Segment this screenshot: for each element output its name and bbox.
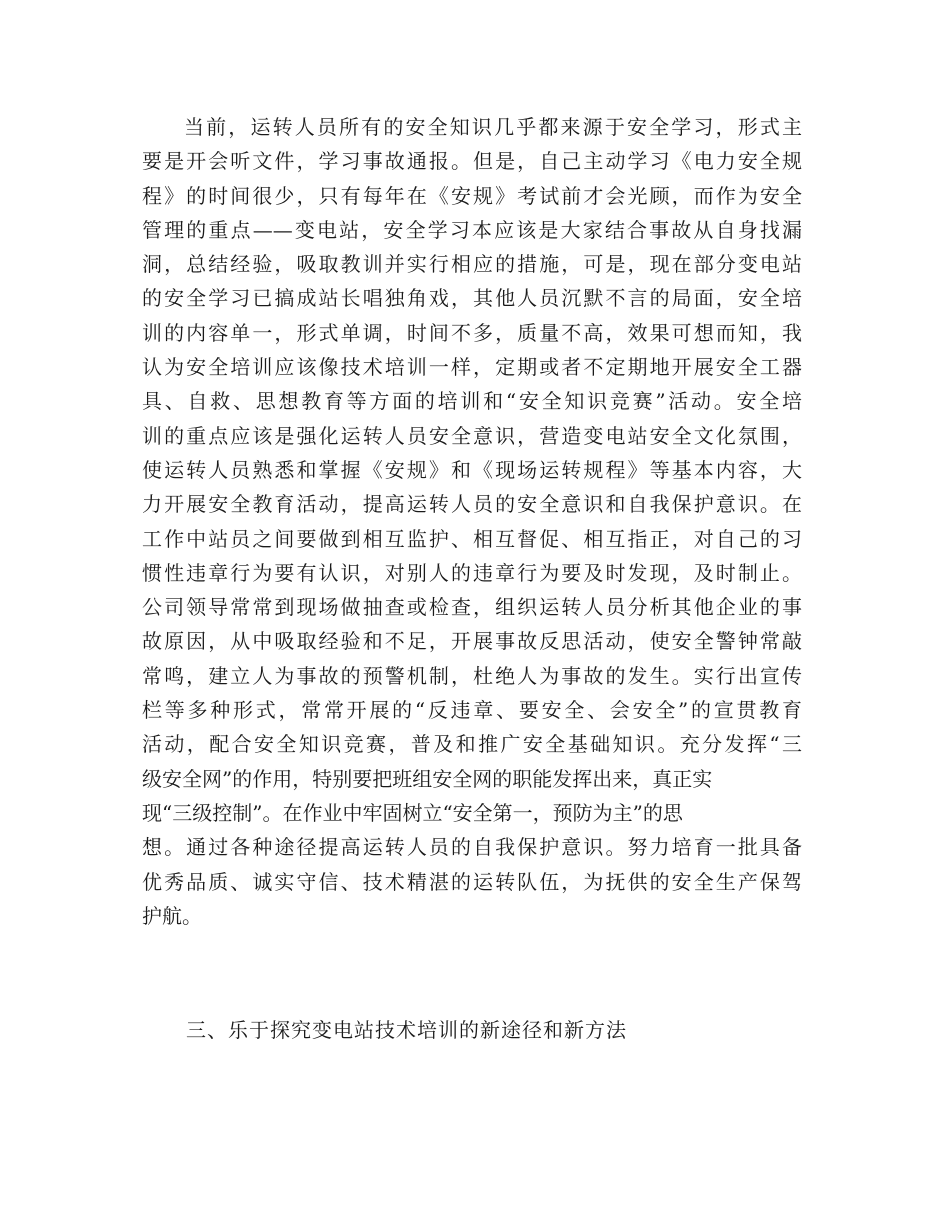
paragraph-line: 护航。 [142,903,202,928]
paragraph-line: 管理的重点——变电站，安全学习本应该是大家结合事故从自身找漏 [142,217,802,242]
paragraph-line: 认为安全培训应该像技术培训一样，定期或者不定期地开展安全工器 [142,355,802,380]
paragraph-line: 现“三级控制”。在作业中牢固树立“安全第一，预防为主”的思 [142,800,683,825]
paragraph-line: 级安全网”的作用，特别要把班组安全网的职能发挥出来，真正实 [142,766,713,791]
paragraph-line: 故原因，从中吸取经验和不足，开展事故反思活动，使安全警钟常敲 [142,629,802,654]
paragraph-line: 训的重点应该是强化运转人员安全意识，营造变电站安全文化氛围， [142,423,802,448]
paragraph-line: 工作中站员之间要做到相互监护、相互督促、相互指正，对自己的习 [142,526,802,551]
paragraph-line: 想。通过各种途径提高运转人员的自我保护意识。努力培育一批具备 [142,835,802,860]
section-heading: 三、乐于探究变电站技术培训的新途径和新方法 [186,1018,627,1042]
paragraph-line: 活动，配合安全知识竞赛，普及和推广安全基础知识。充分发挥“三 [142,732,802,757]
paragraph-line: 常鸣，建立人为事故的预警机制，杜绝人为事故的发生。实行出宣传 [142,663,802,688]
paragraph-line: 具、自救、思想教育等方面的培训和“安全知识竞赛”活动。安全培 [142,389,802,414]
paragraph-line: 公司领导常常到现场做抽查或检查，组织运转人员分析其他企业的事 [142,595,802,620]
paragraph-line: 优秀品质、诚实守信、技术精湛的运转队伍，为抚供的安全生产保驾 [142,869,802,894]
paragraph-line: 当前，运转人员所有的安全知识几乎都来源于安全学习，形式主 [184,115,802,139]
paragraph-line: 训的内容单一，形式单调，时间不多，质量不高，效果可想而知，我 [142,320,802,345]
paragraph-line: 使运转人员熟悉和掌握《安规》和《现场运转规程》等基本内容，大 [142,457,802,482]
paragraph-line: 的安全学习已搞成站长唱独角戏，其他人员沉默不言的局面，安全培 [142,286,802,311]
paragraph-line: 力开展安全教育活动，提高运转人员的安全意识和自我保护意识。在 [142,492,802,517]
paragraph-line: 程》的时间很少，只有每年在《安规》考试前才会光顾，而作为安全 [142,183,802,208]
body-paragraph [142,110,802,933]
paragraph-line: 栏等多种形式，常常开展的“反违章、要安全、会安全”的宣贯教育 [142,698,802,723]
paragraph-line: 惯性违章行为要有认识，对别人的违章行为要及时发现，及时制止。 [142,560,802,585]
paragraph-line: 洞，总结经验，吸取教训并实行相应的措施，可是，现在部分变电站 [142,252,802,277]
paragraph-line: 要是开会听文件，学习事故通报。但是，自己主动学习《电力安全规 [142,149,802,174]
